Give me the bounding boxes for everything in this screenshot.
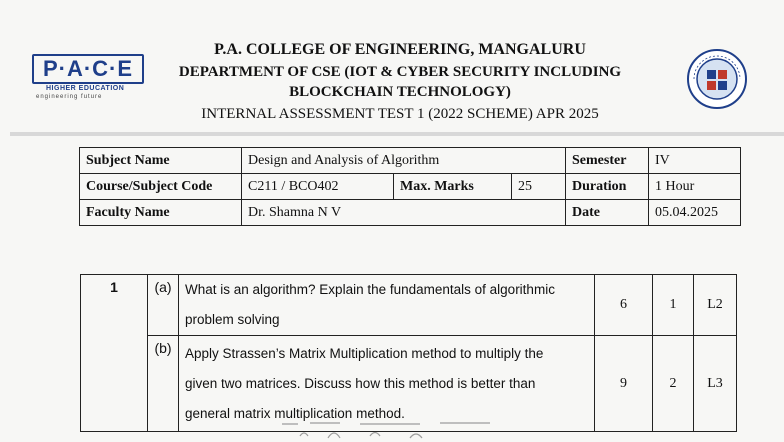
department-line-1: DEPARTMENT OF CSE (IOT & CYBER SECURITY INCLUDING <box>178 64 622 80</box>
info-row <box>80 200 741 226</box>
date-value: 05.04.2025 <box>649 200 741 226</box>
semester-value: IV <box>649 148 741 174</box>
duration-label: Duration <box>566 174 649 200</box>
question-text-line: Apply Strassen’s Matrix Multiplication method to multiply the <box>185 345 544 361</box>
test-title: INTERNAL ASSESSMENT TEST 1 (2022 SCHEME) APR 2025 <box>201 106 599 122</box>
marks-label: Max. Marks <box>394 174 512 200</box>
question-number: 1 <box>81 275 148 432</box>
question-level: L2 <box>694 275 737 336</box>
code-value: C211 / BCO402 <box>242 174 394 200</box>
header-divider <box>10 132 784 136</box>
faculty-value: Dr. Shamna N V <box>242 200 566 226</box>
question-text-line: problem solving <box>185 312 280 327</box>
question-marks: 9 <box>595 336 653 432</box>
info-row <box>80 174 741 200</box>
question-text-line: general matrix multiplication method. <box>185 405 405 421</box>
college-name: P.A. COLLEGE OF ENGINEERING, MANGALURU <box>214 41 586 58</box>
department-line-2: BLOCKCHAIN TECHNOLOGY) <box>289 84 511 100</box>
question-marks: 6 <box>595 275 653 336</box>
semester-label: Semester <box>566 148 649 174</box>
exam-info-table <box>79 147 741 226</box>
faculty-label: Faculty Name <box>80 200 242 226</box>
pace-logo-text: P·A·C·E <box>32 54 144 84</box>
code-label: Course/Subject Code <box>80 174 242 200</box>
duration-value: 1 Hour <box>649 174 741 200</box>
question-level: L3 <box>694 336 737 432</box>
pace-logo-tagline: engineering future <box>36 94 103 100</box>
department-name <box>150 62 650 102</box>
question-row <box>81 336 737 432</box>
date-label: Date <box>566 200 649 226</box>
pace-logo <box>32 54 150 104</box>
question-co: 1 <box>653 275 694 336</box>
cut-off-text-smudge <box>280 420 500 442</box>
question-sub-label: (a) <box>148 275 179 336</box>
question-text <box>179 336 595 432</box>
question-text <box>179 275 595 336</box>
subject-value: Design and Analysis of Algorithm <box>242 148 566 174</box>
question-text-line: given two matrices. Discuss how this method is better than <box>185 375 536 391</box>
info-row <box>80 148 741 174</box>
question-co: 2 <box>653 336 694 432</box>
college-seal-icon <box>686 48 748 110</box>
questions-table <box>80 274 737 432</box>
question-sub-label: (b) <box>148 336 179 432</box>
question-text-line: What is an algorithm? Explain the fundamentals of algorithmic <box>185 282 555 297</box>
marks-value: 25 <box>512 174 566 200</box>
subject-label: Subject Name <box>80 148 242 174</box>
pace-logo-subtitle: HIGHER EDUCATION <box>46 85 125 92</box>
question-row <box>81 275 737 336</box>
